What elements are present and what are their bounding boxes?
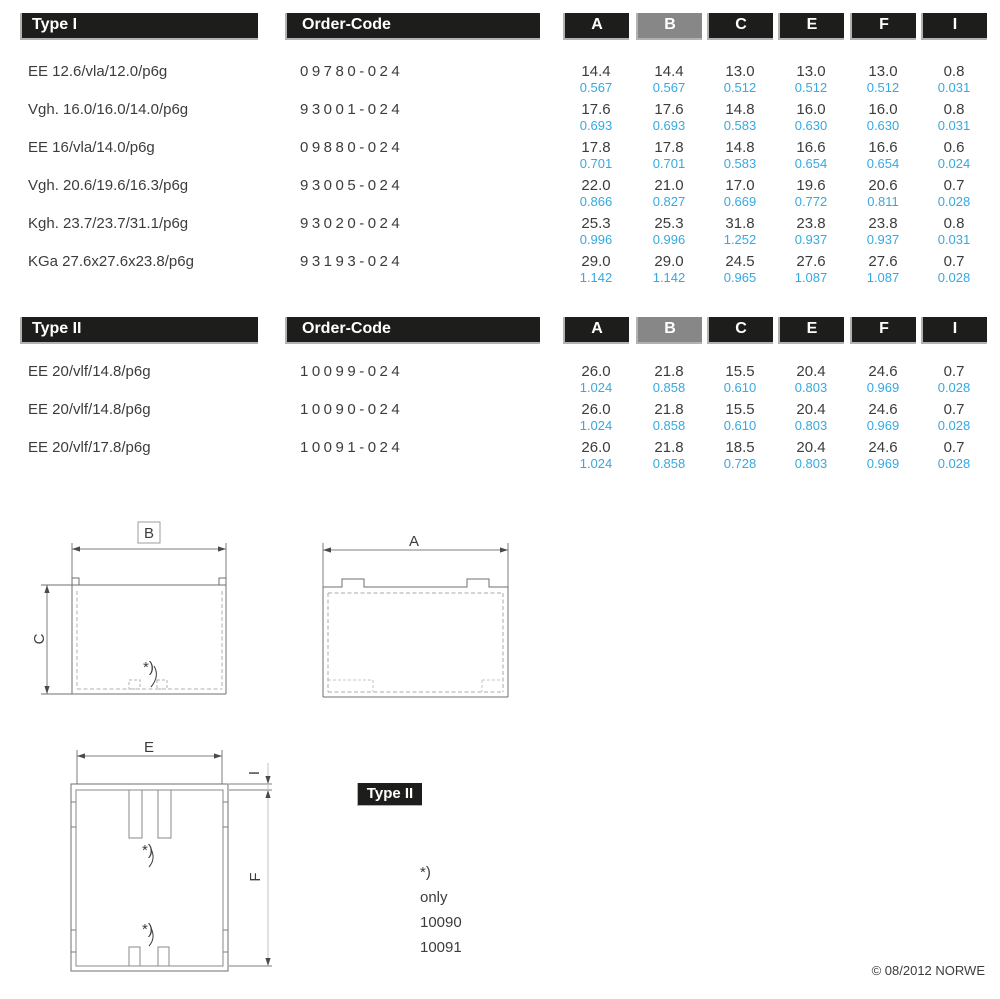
column-header-c: [707, 317, 773, 344]
mm-value: 14.4: [654, 63, 684, 80]
dim-cell: [850, 178, 916, 209]
column-header-f: [850, 13, 916, 40]
mm-value: 13.0: [725, 63, 755, 80]
part-name: Vgh. 20.6/19.6/16.3/p6g: [28, 177, 189, 194]
column-letter: E: [806, 16, 818, 33]
dim-label-i: I: [246, 770, 263, 776]
part-name: KGa 27.6x27.6x23.8/p6g: [28, 253, 194, 270]
mm-value: 14.8: [725, 139, 755, 156]
order-code: 93193-024: [300, 253, 404, 270]
dim-cell: [850, 64, 916, 95]
mm-value: 19.6: [796, 177, 826, 194]
table-row: [0, 102, 1000, 136]
footnote-marker: *): [142, 842, 153, 859]
dim-cell: [636, 402, 702, 433]
inch-value: 1.142: [652, 270, 686, 285]
inch-value: 0.028: [937, 270, 971, 285]
inch-value: 0.669: [723, 194, 757, 209]
order-code: 10091-024: [300, 439, 404, 456]
dim-cell: [707, 140, 773, 171]
mm-value: 25.3: [654, 215, 684, 232]
dim-cell: [850, 102, 916, 133]
mm-value: 29.0: [581, 253, 611, 270]
mm-value: 18.5: [725, 439, 755, 456]
inch-value: 0.937: [794, 232, 828, 247]
table-row: [0, 178, 1000, 212]
ordercode-header-label: Order-Code: [302, 16, 391, 33]
dim-cell: [707, 402, 773, 433]
column-header-b: [636, 13, 702, 40]
dim-cell: [563, 254, 629, 285]
mm-value: 23.8: [796, 215, 826, 232]
dim-cell: [921, 440, 987, 471]
column-header-e: [778, 317, 844, 344]
mm-value: 16.0: [796, 101, 826, 118]
dim-cell: [707, 178, 773, 209]
inch-value: 0.024: [937, 156, 971, 171]
top-view-efi-drawing: [45, 735, 285, 985]
mm-value: 15.5: [725, 363, 755, 380]
front-view-bc-drawing: [20, 515, 270, 715]
dim-cell: [636, 178, 702, 209]
inch-value: 0.701: [652, 156, 686, 171]
inch-value: 0.028: [937, 418, 971, 433]
table-row: [0, 254, 1000, 288]
dim-cell: [921, 216, 987, 247]
mm-value: 20.4: [796, 401, 826, 418]
type2-title: Type II: [32, 320, 82, 337]
mm-value: 26.0: [581, 401, 611, 418]
mm-value: 16.6: [796, 139, 826, 156]
dim-cell: [563, 178, 629, 209]
mm-value: 17.6: [654, 101, 684, 118]
column-letter: E: [806, 320, 818, 337]
dim-cell: [778, 178, 844, 209]
inch-value: 0.858: [652, 456, 686, 471]
inch-value: 0.858: [652, 418, 686, 433]
column-letter: A: [591, 320, 603, 337]
inch-value: 1.087: [794, 270, 828, 285]
column-header-f: [850, 317, 916, 344]
mm-value: 0.8: [943, 101, 965, 118]
part-name: EE 20/vlf/17.8/p6g: [28, 439, 151, 456]
mm-value: 0.6: [943, 139, 965, 156]
dim-cell: [778, 102, 844, 133]
mm-value: 14.8: [725, 101, 755, 118]
type2-drawing-tag: [357, 783, 422, 806]
mm-value: 0.8: [943, 215, 965, 232]
inch-value: 0.630: [794, 118, 828, 133]
table-row: [0, 440, 1000, 474]
mm-value: 21.8: [654, 363, 684, 380]
dim-cell: [636, 440, 702, 471]
dim-cell: [921, 364, 987, 395]
mm-value: 13.0: [868, 63, 898, 80]
column-header-c: [707, 13, 773, 40]
part-name: EE 20/vlf/14.8/p6g: [28, 401, 151, 418]
inch-value: 0.028: [937, 380, 971, 395]
column-letter: F: [879, 16, 889, 33]
mm-value: 26.0: [581, 363, 611, 380]
inch-value: 0.965: [723, 270, 757, 285]
inch-value: 0.567: [579, 80, 613, 95]
inch-value: 1.024: [579, 418, 613, 433]
inch-value: 0.567: [652, 80, 686, 95]
mm-value: 31.8: [725, 215, 755, 232]
mm-value: 22.0: [581, 177, 611, 194]
dim-label-b: B: [143, 525, 155, 542]
table-row: [0, 140, 1000, 174]
inch-value: 0.583: [723, 156, 757, 171]
dim-label-a: A: [408, 533, 420, 550]
dim-label-e: E: [143, 739, 155, 756]
inch-value: 0.969: [866, 380, 900, 395]
column-header-b: [636, 317, 702, 344]
inch-value: 1.142: [579, 270, 613, 285]
front-view-a-drawing: [290, 520, 550, 710]
inch-value: 0.803: [794, 380, 828, 395]
inch-value: 0.031: [937, 232, 971, 247]
dim-cell: [636, 64, 702, 95]
inch-value: 0.827: [652, 194, 686, 209]
inch-value: 1.087: [866, 270, 900, 285]
mm-value: 24.6: [868, 439, 898, 456]
mm-value: 0.7: [943, 401, 965, 418]
inch-value: 0.811: [867, 194, 899, 209]
mm-value: 0.7: [943, 439, 965, 456]
ordercode-header-label: Order-Code: [302, 320, 391, 337]
dim-label-c: C: [31, 633, 48, 645]
column-letter: I: [952, 320, 958, 337]
dim-cell: [707, 216, 773, 247]
dim-cell: [707, 364, 773, 395]
mm-value: 25.3: [581, 215, 611, 232]
inch-value: 0.512: [794, 80, 828, 95]
column-header-a: [563, 317, 629, 344]
mm-value: 0.7: [943, 363, 965, 380]
inch-value: 0.031: [937, 80, 971, 95]
mm-value: 17.8: [581, 139, 611, 156]
inch-value: 0.996: [652, 232, 686, 247]
dim-cell: [563, 64, 629, 95]
mm-value: 24.5: [725, 253, 755, 270]
dim-cell: [778, 402, 844, 433]
dim-cell: [636, 364, 702, 395]
order-code: 10090-024: [300, 401, 404, 418]
mm-value: 27.6: [868, 253, 898, 270]
column-header-i: [921, 317, 987, 344]
mm-value: 17.8: [654, 139, 684, 156]
dim-cell: [921, 140, 987, 171]
inch-value: 0.693: [579, 118, 613, 133]
part-name: EE 16/vla/14.0/p6g: [28, 139, 155, 156]
mm-value: 24.6: [868, 401, 898, 418]
inch-value: 1.252: [723, 232, 757, 247]
column-letter: I: [952, 16, 958, 33]
inch-value: 0.803: [794, 418, 828, 433]
table-row: [0, 364, 1000, 398]
order-code: 93001-024: [300, 101, 404, 118]
dim-cell: [563, 440, 629, 471]
inch-value: 0.772: [794, 194, 828, 209]
footnote-marker: *): [142, 921, 153, 938]
column-header-a: [563, 13, 629, 40]
mm-value: 15.5: [725, 401, 755, 418]
inch-value: 0.512: [866, 80, 900, 95]
dim-cell: [921, 64, 987, 95]
column-letter: B: [664, 16, 676, 33]
dim-cell: [563, 364, 629, 395]
inch-value: 1.024: [579, 380, 613, 395]
mm-value: 14.4: [581, 63, 611, 80]
footnote-word: only: [420, 889, 448, 906]
copyright-text: © 08/2012 NORWE: [871, 963, 985, 978]
dim-cell: [563, 102, 629, 133]
part-name: Vgh. 16.0/16.0/14.0/p6g: [28, 101, 189, 118]
order-code: 10099-024: [300, 363, 404, 380]
column-letter: F: [879, 320, 889, 337]
dim-cell: [778, 64, 844, 95]
mm-value: 13.0: [796, 63, 826, 80]
mm-value: 0.7: [943, 253, 965, 270]
type1-section-header: [20, 13, 258, 40]
dim-cell: [563, 402, 629, 433]
column-letter: C: [735, 320, 747, 337]
mm-value: 16.0: [868, 101, 898, 118]
inch-value: 0.858: [652, 380, 686, 395]
inch-value: 0.630: [866, 118, 900, 133]
dim-cell: [850, 254, 916, 285]
inch-value: 0.937: [866, 232, 900, 247]
inch-value: 0.583: [723, 118, 757, 133]
inch-value: 0.654: [866, 156, 900, 171]
dim-cell: [636, 140, 702, 171]
order-code: 09780-024: [300, 63, 404, 80]
dim-cell: [850, 402, 916, 433]
mm-value: 17.0: [725, 177, 755, 194]
table-row: [0, 64, 1000, 98]
mm-value: 24.6: [868, 363, 898, 380]
dim-cell: [778, 440, 844, 471]
column-header-e: [778, 13, 844, 40]
dim-cell: [850, 364, 916, 395]
type2-section-header: [20, 317, 258, 344]
table-row: [0, 216, 1000, 250]
dim-cell: [778, 364, 844, 395]
mm-value: 21.8: [654, 401, 684, 418]
inch-value: 0.610: [723, 418, 757, 433]
dim-cell: [636, 254, 702, 285]
dim-cell: [636, 102, 702, 133]
dim-cell: [707, 102, 773, 133]
mm-value: 21.0: [654, 177, 684, 194]
footnote-code: 10090: [420, 914, 462, 931]
order-code: 09880-024: [300, 139, 404, 156]
mm-value: 20.4: [796, 363, 826, 380]
dim-cell: [778, 216, 844, 247]
dim-cell: [707, 254, 773, 285]
inch-value: 0.996: [579, 232, 613, 247]
part-name: Kgh. 23.7/23.7/31.1/p6g: [28, 215, 189, 232]
part-name: EE 12.6/vla/12.0/p6g: [28, 63, 168, 80]
footnote-marker: *): [420, 864, 431, 881]
inch-value: 0.031: [937, 118, 971, 133]
inch-value: 0.512: [723, 80, 757, 95]
type2-tag-label: Type II: [366, 785, 414, 802]
dim-cell: [707, 440, 773, 471]
dim-cell: [563, 216, 629, 247]
dim-label-f: F: [247, 872, 264, 882]
mm-value: 20.6: [868, 177, 898, 194]
dim-cell: [778, 140, 844, 171]
mm-value: 0.8: [943, 63, 965, 80]
order-code: 93005-024: [300, 177, 404, 194]
dim-cell: [921, 178, 987, 209]
inch-value: 0.969: [866, 418, 900, 433]
mm-value: 16.6: [868, 139, 898, 156]
mm-value: 21.8: [654, 439, 684, 456]
dim-cell: [707, 64, 773, 95]
dim-cell: [850, 216, 916, 247]
footnote-block: [420, 860, 462, 960]
dim-cell: [921, 254, 987, 285]
inch-value: 0.654: [794, 156, 828, 171]
footnote-code: 10091: [420, 939, 462, 956]
type2-ordercode-header: [285, 317, 540, 344]
dim-cell: [921, 402, 987, 433]
order-code: 93020-024: [300, 215, 404, 232]
inch-value: 0.701: [579, 156, 613, 171]
mm-value: 23.8: [868, 215, 898, 232]
inch-value: 0.803: [794, 456, 828, 471]
mm-value: 27.6: [796, 253, 826, 270]
dim-cell: [563, 140, 629, 171]
dim-cell: [921, 102, 987, 133]
type1-title: Type I: [32, 16, 78, 33]
inch-value: 0.969: [866, 456, 900, 471]
inch-value: 0.728: [723, 456, 757, 471]
inch-value: 0.610: [723, 380, 757, 395]
inch-value: 0.028: [937, 194, 971, 209]
column-header-i: [921, 13, 987, 40]
inch-value: 1.024: [579, 456, 613, 471]
column-letter: B: [664, 320, 676, 337]
dim-cell: [778, 254, 844, 285]
mm-value: 17.6: [581, 101, 611, 118]
part-name: EE 20/vlf/14.8/p6g: [28, 363, 151, 380]
footnote-marker: *): [143, 659, 154, 676]
inch-value: 0.866: [579, 194, 613, 209]
mm-value: 20.4: [796, 439, 826, 456]
inch-value: 0.693: [652, 118, 686, 133]
dim-cell: [850, 140, 916, 171]
column-letter: A: [591, 16, 603, 33]
dim-cell: [636, 216, 702, 247]
mm-value: 29.0: [654, 253, 684, 270]
column-letter: C: [735, 16, 747, 33]
inch-value: 0.028: [937, 456, 971, 471]
mm-value: 0.7: [943, 177, 965, 194]
table-row: [0, 402, 1000, 436]
type1-ordercode-header: [285, 13, 540, 40]
dim-cell: [850, 440, 916, 471]
mm-value: 26.0: [581, 439, 611, 456]
